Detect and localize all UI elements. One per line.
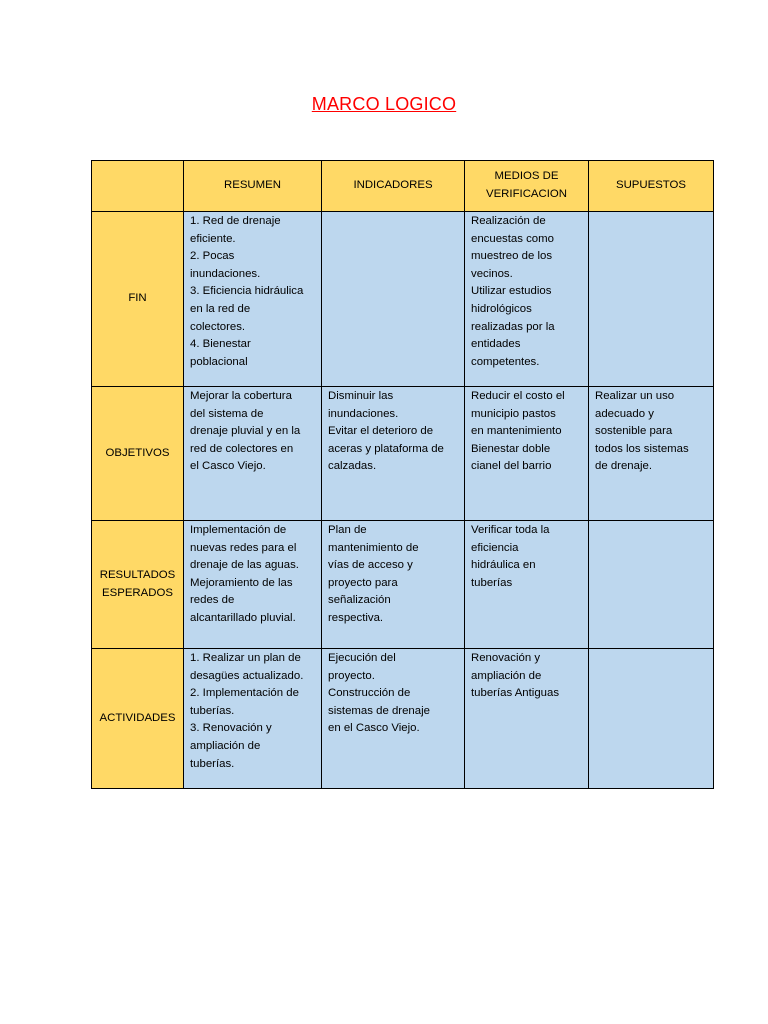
actividades-medios-cell: Renovación y ampliación de tuberías Antiguas [465,649,589,789]
table-row [92,649,714,789]
fin-supuestos-cell [589,212,714,387]
page-title: MARCO LOGICO [311,94,457,114]
objetivos-medios-cell: Reducir el costo el municipio pastos en mantenimiento Bienestar doble cianel del barrio [465,387,589,521]
resultados-medios-cell: Verificar toda la eficiencia hidráulica en tuberías [465,521,589,649]
header-supuestos: SUPUESTOS [589,161,714,212]
objetivos-indicadores-cell: Disminuir las inundaciones. Evitar el deterioro de aceras y plataforma de calzadas. [322,387,465,521]
logical-framework-table [91,160,714,789]
resultados-resumen-cell: Implementación de nuevas redes para el drenaje de las aguas. Mejoramiento de las redes de alcantarillado pluvial. [184,521,322,649]
fin-medios-cell: Realización de encuestas como muestreo de los vecinos. Utilizar estudios hidrológicos realizadas por la entidades competentes. [465,212,589,387]
header-medios-de-verificacion: MEDIOS DE VERIFICACION [465,161,589,212]
fin-indicadores-cell [322,212,465,387]
table-header-row [92,161,714,212]
table-row [92,521,714,649]
table-row [92,387,714,521]
fin-resumen-cell: 1. Red de drenaje eficiente. 2. Pocas inundaciones. 3. Eficiencia hidráulica en la red de colectores. 4. Bienestar poblacional [184,212,322,387]
objetivos-resumen-cell: Mejorar la cobertura del sistema de drenaje pluvial y en la red de colectores en el Casco Viejo. [184,387,322,521]
header-indicadores: INDICADORES [322,161,465,212]
resultados-supuestos-cell [589,521,714,649]
header-resumen: RESUMEN [184,161,322,212]
table-row [92,212,714,387]
actividades-resumen-cell: 1. Realizar un plan de desagües actualizado. 2. Implementación de tuberías. 3. Renovación y ampliación de tuberías. [184,649,322,789]
row-label-objetivos: OBJETIVOS [92,387,184,521]
row-label-fin: FIN [92,212,184,387]
actividades-indicadores-cell: Ejecución del proyecto. Construcción de sistemas de drenaje en el Casco Viejo. [322,649,465,789]
resultados-indicadores-cell: Plan de mantenimiento de vías de acceso y proyecto para señalización respectiva. [322,521,465,649]
row-label-resultados-esperados: RESULTADOS ESPERADOS [92,521,184,649]
actividades-supuestos-cell [589,649,714,789]
row-label-actividades: ACTIVIDADES [92,649,184,789]
header-blank-cell [92,161,184,212]
objetivos-supuestos-cell: Realizar un uso adecuado y sostenible para todos los sistemas de drenaje. [589,387,714,521]
